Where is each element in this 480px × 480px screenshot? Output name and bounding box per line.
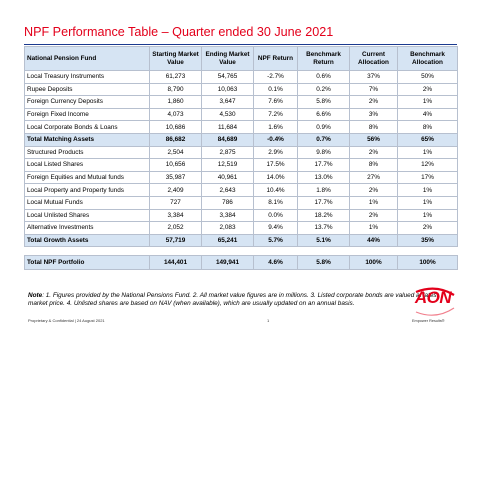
table-total-row — [25, 234, 458, 247]
value-cell: 3% — [350, 108, 398, 121]
value-cell: 5.7% — [254, 234, 298, 247]
value-cell: 10.4% — [254, 184, 298, 197]
value-cell: 35,987 — [150, 171, 202, 184]
fund-name-cell: Local Corporate Bonds & Loans — [25, 121, 150, 134]
value-cell: 8% — [398, 121, 458, 134]
value-cell: 12% — [398, 159, 458, 172]
page-number: 1 — [267, 318, 270, 323]
value-cell: 0.9% — [298, 121, 350, 134]
value-cell: 1% — [398, 146, 458, 159]
table-total-row — [25, 256, 458, 270]
table-total-row — [25, 133, 458, 146]
fund-name-cell: Local Mutual Funds — [25, 196, 150, 209]
fund-name-cell: Rupee Deposits — [25, 83, 150, 96]
value-cell — [350, 247, 398, 256]
value-cell: 2% — [350, 184, 398, 197]
value-cell: 2,083 — [202, 222, 254, 235]
value-cell: 1% — [398, 209, 458, 222]
table-body — [25, 71, 458, 270]
table-row — [25, 108, 458, 121]
fund-name-cell: Foreign Equities and Mutual funds — [25, 171, 150, 184]
value-cell: 4% — [398, 108, 458, 121]
fund-name-cell: Total Growth Assets — [25, 234, 150, 247]
value-cell: 786 — [202, 196, 254, 209]
value-cell: 40,961 — [202, 171, 254, 184]
value-cell: 18.2% — [298, 209, 350, 222]
fund-name-cell: Local Listed Shares — [25, 159, 150, 172]
value-cell: 17.5% — [254, 159, 298, 172]
page-title: NPF Performance Table – Quarter ended 30 June 2021 — [24, 25, 334, 39]
table-row — [25, 171, 458, 184]
fund-name-cell: Total Matching Assets — [25, 133, 150, 146]
header-benchmark-return: Benchmark Return — [298, 47, 350, 71]
value-cell — [150, 247, 202, 256]
value-cell: 3,384 — [202, 209, 254, 222]
value-cell: 4,073 — [150, 108, 202, 121]
header-fund: National Pension Fund — [25, 47, 150, 71]
value-cell: 3,384 — [150, 209, 202, 222]
value-cell: 1,860 — [150, 96, 202, 109]
value-cell — [202, 247, 254, 256]
fund-name-cell: Local Property and Property funds — [25, 184, 150, 197]
value-cell: 100% — [398, 256, 458, 270]
fund-name-cell: Total NPF Portfolio — [25, 256, 150, 270]
value-cell: 9.8% — [298, 146, 350, 159]
value-cell: 65% — [398, 133, 458, 146]
value-cell: 2% — [350, 209, 398, 222]
table-row — [25, 222, 458, 235]
value-cell: 1% — [350, 196, 398, 209]
value-cell: 8% — [350, 159, 398, 172]
value-cell: 65,241 — [202, 234, 254, 247]
value-cell: 10,656 — [150, 159, 202, 172]
value-cell: 149,941 — [202, 256, 254, 270]
header-starting-value: Starting Market Value — [150, 47, 202, 71]
table-row — [25, 159, 458, 172]
header-npf-return: NPF Return — [254, 47, 298, 71]
value-cell: 8% — [350, 121, 398, 134]
footnote — [28, 292, 456, 309]
value-cell: 1% — [398, 96, 458, 109]
value-cell: 17.7% — [298, 196, 350, 209]
value-cell: 17.7% — [298, 159, 350, 172]
value-cell: 44% — [350, 234, 398, 247]
fund-name-cell: Local Unlisted Shares — [25, 209, 150, 222]
value-cell: -0.4% — [254, 133, 298, 146]
value-cell: 1.6% — [254, 121, 298, 134]
table-row — [25, 209, 458, 222]
header-current-allocation: Current Allocation — [350, 47, 398, 71]
note-text: : 1. Figures provided by the National Pensions Fund. 2. All market value figures are in millions. 3. Listed corporate bonds are valued at latest market price. 4. Unlisted shares are based on NAV (when available), which are usually updated on an annual basis. — [28, 292, 439, 308]
table-spacer-row — [25, 247, 458, 256]
table-row — [25, 196, 458, 209]
value-cell: 727 — [150, 196, 202, 209]
value-cell: 61,273 — [150, 71, 202, 84]
value-cell — [398, 247, 458, 256]
header-benchmark-allocation: Benchmark Allocation — [398, 47, 458, 71]
header-ending-value: Ending Market Value — [202, 47, 254, 71]
table-row — [25, 184, 458, 197]
fund-name-cell: Foreign Currency Deposits — [25, 96, 150, 109]
value-cell: 12,519 — [202, 159, 254, 172]
value-cell: 2% — [350, 96, 398, 109]
value-cell: 144,401 — [150, 256, 202, 270]
value-cell: 0.7% — [298, 133, 350, 146]
value-cell: 2.9% — [254, 146, 298, 159]
value-cell: 4.6% — [254, 256, 298, 270]
value-cell: 1% — [398, 184, 458, 197]
value-cell: 14.0% — [254, 171, 298, 184]
value-cell: 7% — [350, 83, 398, 96]
value-cell: 2% — [350, 146, 398, 159]
value-cell: 2,409 — [150, 184, 202, 197]
value-cell: -2.7% — [254, 71, 298, 84]
value-cell: 7.6% — [254, 96, 298, 109]
value-cell: 13.0% — [298, 171, 350, 184]
table-row — [25, 146, 458, 159]
value-cell: 9.4% — [254, 222, 298, 235]
footer-confidential: Proprietary & Confidential | 24 August 2021 — [28, 318, 105, 323]
value-cell: 0.0% — [254, 209, 298, 222]
value-cell: 84,689 — [202, 133, 254, 146]
value-cell: 17% — [398, 171, 458, 184]
value-cell: 0.6% — [298, 71, 350, 84]
value-cell: 0.1% — [254, 83, 298, 96]
value-cell: 2% — [398, 83, 458, 96]
value-cell: 1.8% — [298, 184, 350, 197]
value-cell: 2,052 — [150, 222, 202, 235]
fund-name-cell: Foreign Fixed Income — [25, 108, 150, 121]
value-cell: 6.6% — [298, 108, 350, 121]
value-cell: 37% — [350, 71, 398, 84]
logo-tagline: Empower Results® — [412, 319, 445, 323]
value-cell: 10,686 — [150, 121, 202, 134]
table-row — [25, 96, 458, 109]
value-cell: 5.1% — [298, 234, 350, 247]
value-cell: 57,719 — [150, 234, 202, 247]
value-cell: 2,643 — [202, 184, 254, 197]
value-cell: 1% — [398, 196, 458, 209]
value-cell: 13.7% — [298, 222, 350, 235]
value-cell: 5.8% — [298, 96, 350, 109]
table-row — [25, 71, 458, 84]
value-cell: 11,684 — [202, 121, 254, 134]
value-cell: 5.8% — [298, 256, 350, 270]
performance-table — [24, 46, 458, 270]
value-cell — [298, 247, 350, 256]
value-cell: 8.1% — [254, 196, 298, 209]
value-cell: 2,504 — [150, 146, 202, 159]
value-cell: 2% — [398, 222, 458, 235]
value-cell: 27% — [350, 171, 398, 184]
value-cell: 54,765 — [202, 71, 254, 84]
fund-name-cell: Alternative Investments — [25, 222, 150, 235]
value-cell: 10,063 — [202, 83, 254, 96]
value-cell: 7.2% — [254, 108, 298, 121]
value-cell: 56% — [350, 133, 398, 146]
value-cell: 50% — [398, 71, 458, 84]
table-header-row — [25, 47, 458, 71]
value-cell: 1% — [350, 222, 398, 235]
note-label: Note — [28, 292, 43, 299]
value-cell: 100% — [350, 256, 398, 270]
value-cell: 2,875 — [202, 146, 254, 159]
logo-text: AON — [414, 288, 452, 307]
value-cell: 86,682 — [150, 133, 202, 146]
value-cell — [254, 247, 298, 256]
fund-name-cell — [25, 247, 150, 256]
fund-name-cell: Structured Products — [25, 146, 150, 159]
value-cell: 35% — [398, 234, 458, 247]
table-row — [25, 121, 458, 134]
value-cell: 0.2% — [298, 83, 350, 96]
value-cell: 3,647 — [202, 96, 254, 109]
value-cell: 8,790 — [150, 83, 202, 96]
title-divider — [24, 44, 457, 45]
table-row — [25, 83, 458, 96]
fund-name-cell: Local Treasury Instruments — [25, 71, 150, 84]
value-cell: 4,530 — [202, 108, 254, 121]
